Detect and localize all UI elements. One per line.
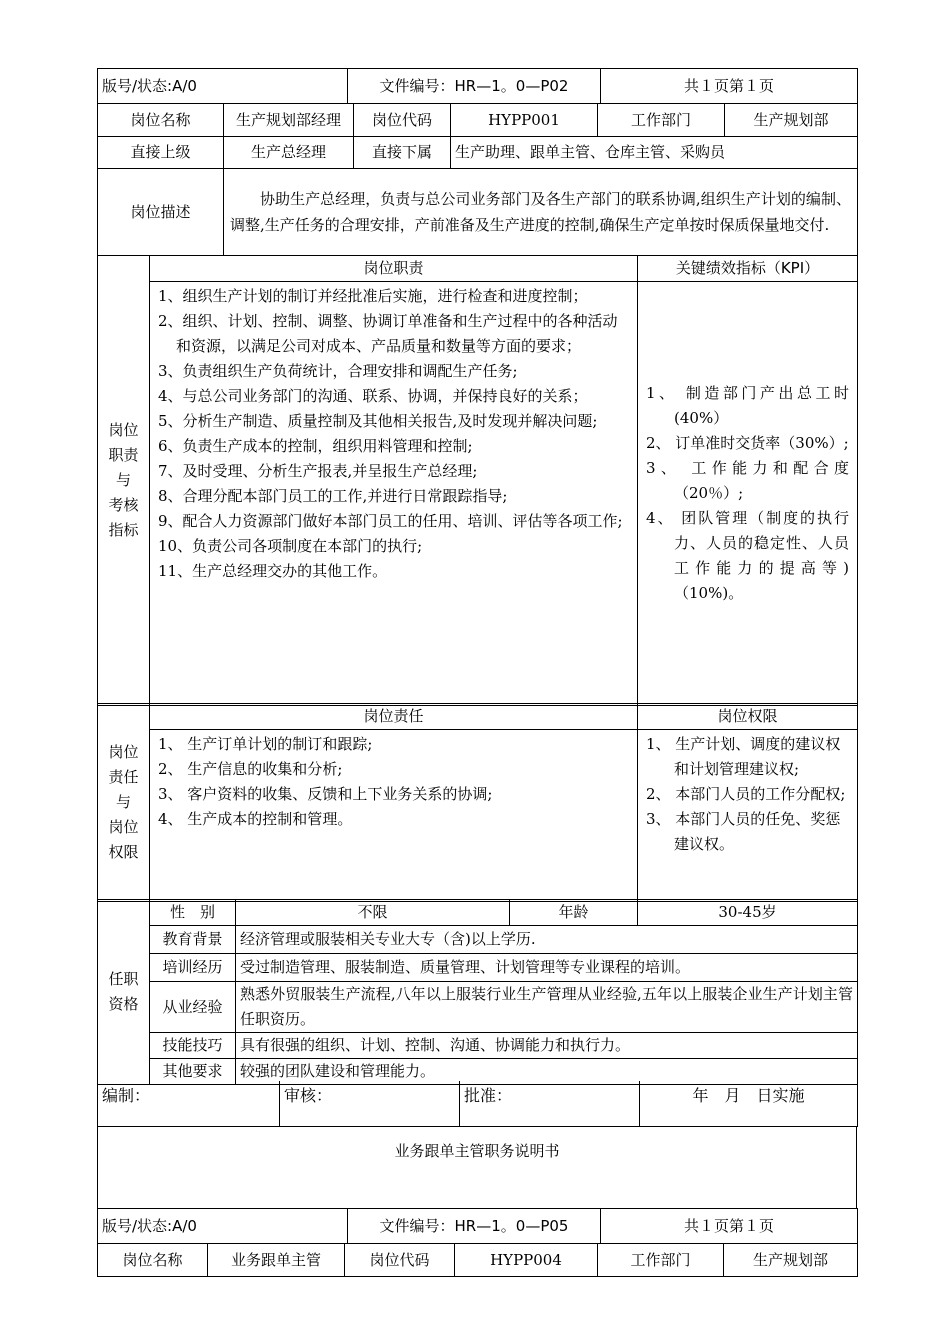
list-item: 8、合理分配本部门员工的工作,并进行日常跟踪指导; [158,487,508,505]
authority-header: 岗位权限 [638,704,858,730]
experience-label: 从业经验 [150,982,236,1033]
responsibility-header: 岗位责任 [150,704,638,730]
kpi-list-cell [638,282,858,706]
list-item: 9、配合人力资源部门做好本部门员工的任用、培训、评估等各项工作; [158,512,623,530]
subordinate-label: 直接下属 [354,137,451,169]
second-doc-position-name-label: 岗位名称 [98,1244,208,1277]
age-label: 年龄 [510,900,638,926]
list-item: 2、 生产信息的收集和分析; [158,760,343,778]
reviewed-by: 审核： [280,1081,460,1126]
department-label: 工作部门 [598,104,725,137]
list-item: 4、与总公司业务部门的沟通、联系、协调，并保持良好的关系； [158,387,588,405]
training-label: 培训经历 [150,954,236,982]
description-label: 岗位描述 [98,169,224,256]
duties-list-cell [150,282,638,706]
list-item: 3、负责组织生产负荷统计，合理安排和调配生产任务; [158,362,518,380]
experience-value: 熟悉外贸服装生产流程,八年以上服装行业生产管理从业经验,五年以上服装企业生产计划主管任职资历。 [236,982,858,1033]
position-name-value: 生产规划部经理 [224,104,354,137]
position-code-value: HYPP001 [451,104,598,137]
duties-table [97,255,858,706]
second-doc-position-code-value: HYPP004 [455,1244,598,1277]
signoff-table [97,1081,858,1127]
version-status: 版号/状态:A/0 [98,69,348,104]
description-text: 协助生产总经理，负责与总公司业务部门及各生产部门的联系协调,组织生产计划的编制、调整,生产任务的合理安排，产前准备及生产进度的控制,确保生产定单按时保质保量地交付. [224,169,858,256]
other-requirements-label: 其他要求 [150,1059,236,1085]
subordinate-value: 生产助理、跟单主管、仓库主管、采购员 [451,137,858,169]
compiled-by: 编制： [98,1081,280,1126]
second-doc-document-number: 文件编号：HR—1。0—P05 [348,1209,601,1244]
page-count: 共１页第１页 [601,69,858,104]
gender-label: 性 别 [150,900,236,926]
second-doc-position-code-label: 岗位代码 [345,1244,455,1277]
education-value: 经济管理或服装相关专业大专（含)以上学历. [236,926,858,954]
duties-list [158,284,629,584]
duties-header: 岗位职责 [150,256,638,282]
kpi-header: 关键绩效指标（KPI） [638,256,858,282]
list-item: 5、分析生产制造、质量控制及其他相关报告,及时发现并解决问题; [158,412,598,430]
list-item: 1、 生产计划、调度的建议权和计划管理建议权; [646,735,841,778]
position-name-label: 岗位名称 [98,104,224,137]
other-requirements-value: 较强的团队建设和管理能力。 [236,1059,858,1085]
kpi-list [646,381,849,606]
authority-list-cell [638,730,858,902]
list-item: 10、负责公司各项制度在本部门的执行; [158,537,423,555]
education-label: 教育背景 [150,926,236,954]
list-item: 2、组织、计划、控制、调整、协调订单准备和生产过程中的各种活动和资源，以满足公司对成本、产品质量和数量等方面的要求； [158,312,618,355]
document-number: 文件编号：HR—1。0—P02 [348,69,601,104]
responsibility-table [97,703,858,902]
second-doc-department-value: 生产规划部 [724,1244,858,1277]
list-item: 3、 本部门人员的任免、奖惩建议权。 [646,810,841,853]
list-item: 3、 工作能力和配合度（20％）; [646,459,849,502]
training-value: 受过制造管理、服装制造、质量管理、计划管理等专业课程的培训。 [236,954,858,982]
list-item: 7、及时受理、分析生产报表,并呈报生产总经理; [158,462,478,480]
list-item: 1、组织生产计划的制订并经批准后实施，进行检查和进度控制； [158,287,588,305]
list-item: 1、 生产订单计划的制订和跟踪; [158,735,373,753]
second-doc-title-table [97,1126,857,1209]
list-item: 2、 本部门人员的工作分配权; [646,785,846,803]
second-doc-page-count: 共１页第１页 [601,1209,858,1244]
qualification-side-label: 任职 资格 [98,900,150,1085]
list-item: 4、 生产成本的控制和管理。 [158,810,353,828]
authority-list [646,732,849,857]
list-item: 3、 客户资料的收集、反馈和上下业务关系的协调; [158,785,493,803]
description-table [97,168,858,256]
second-doc-header-table [97,1208,858,1244]
second-doc-department-label: 工作部门 [598,1244,724,1277]
position-code-label: 岗位代码 [354,104,451,137]
gender-value: 不限 [236,900,510,926]
effective-date: 年 月 日实施 [640,1081,858,1126]
basic-info-table [97,103,858,169]
skills-value: 具有很强的组织、计划、控制、沟通、协调能力和执行力。 [236,1033,858,1059]
list-item: 1、 制造部门产出总工时(40%） [646,384,849,427]
second-doc-info-table [97,1243,858,1277]
department-value: 生产规划部 [725,104,858,137]
superior-label: 直接上级 [98,137,224,169]
second-doc-title: 业务跟单主管职务说明书 [98,1127,857,1209]
skills-label: 技能技巧 [150,1033,236,1059]
duties-side-label: 岗位 职责 与 考核 指标 [98,256,150,706]
responsibility-list [158,732,629,832]
responsibility-side-label: 岗位 责任 与 岗位 权限 [98,704,150,902]
age-value: 30-45岁 [638,900,858,926]
second-doc-version-status: 版号/状态:A/0 [98,1209,348,1244]
header-table [97,68,858,104]
superior-value: 生产总经理 [224,137,354,169]
approved-by: 批准： [460,1081,640,1126]
list-item: 11、生产总经理交办的其他工作。 [158,562,388,580]
qualification-table [97,899,858,1085]
list-item: 2、 订单准时交货率（30%）; [646,434,849,452]
second-doc-position-name-value: 业务跟单主管 [208,1244,345,1277]
list-item: 6、负责生产成本的控制，组织用料管理和控制; [158,437,473,455]
responsibility-list-cell [150,730,638,902]
list-item: 4、 团队管理（制度的执行力、人员的稳定性、人员工作能力的提高等)（10%)。 [646,509,849,602]
